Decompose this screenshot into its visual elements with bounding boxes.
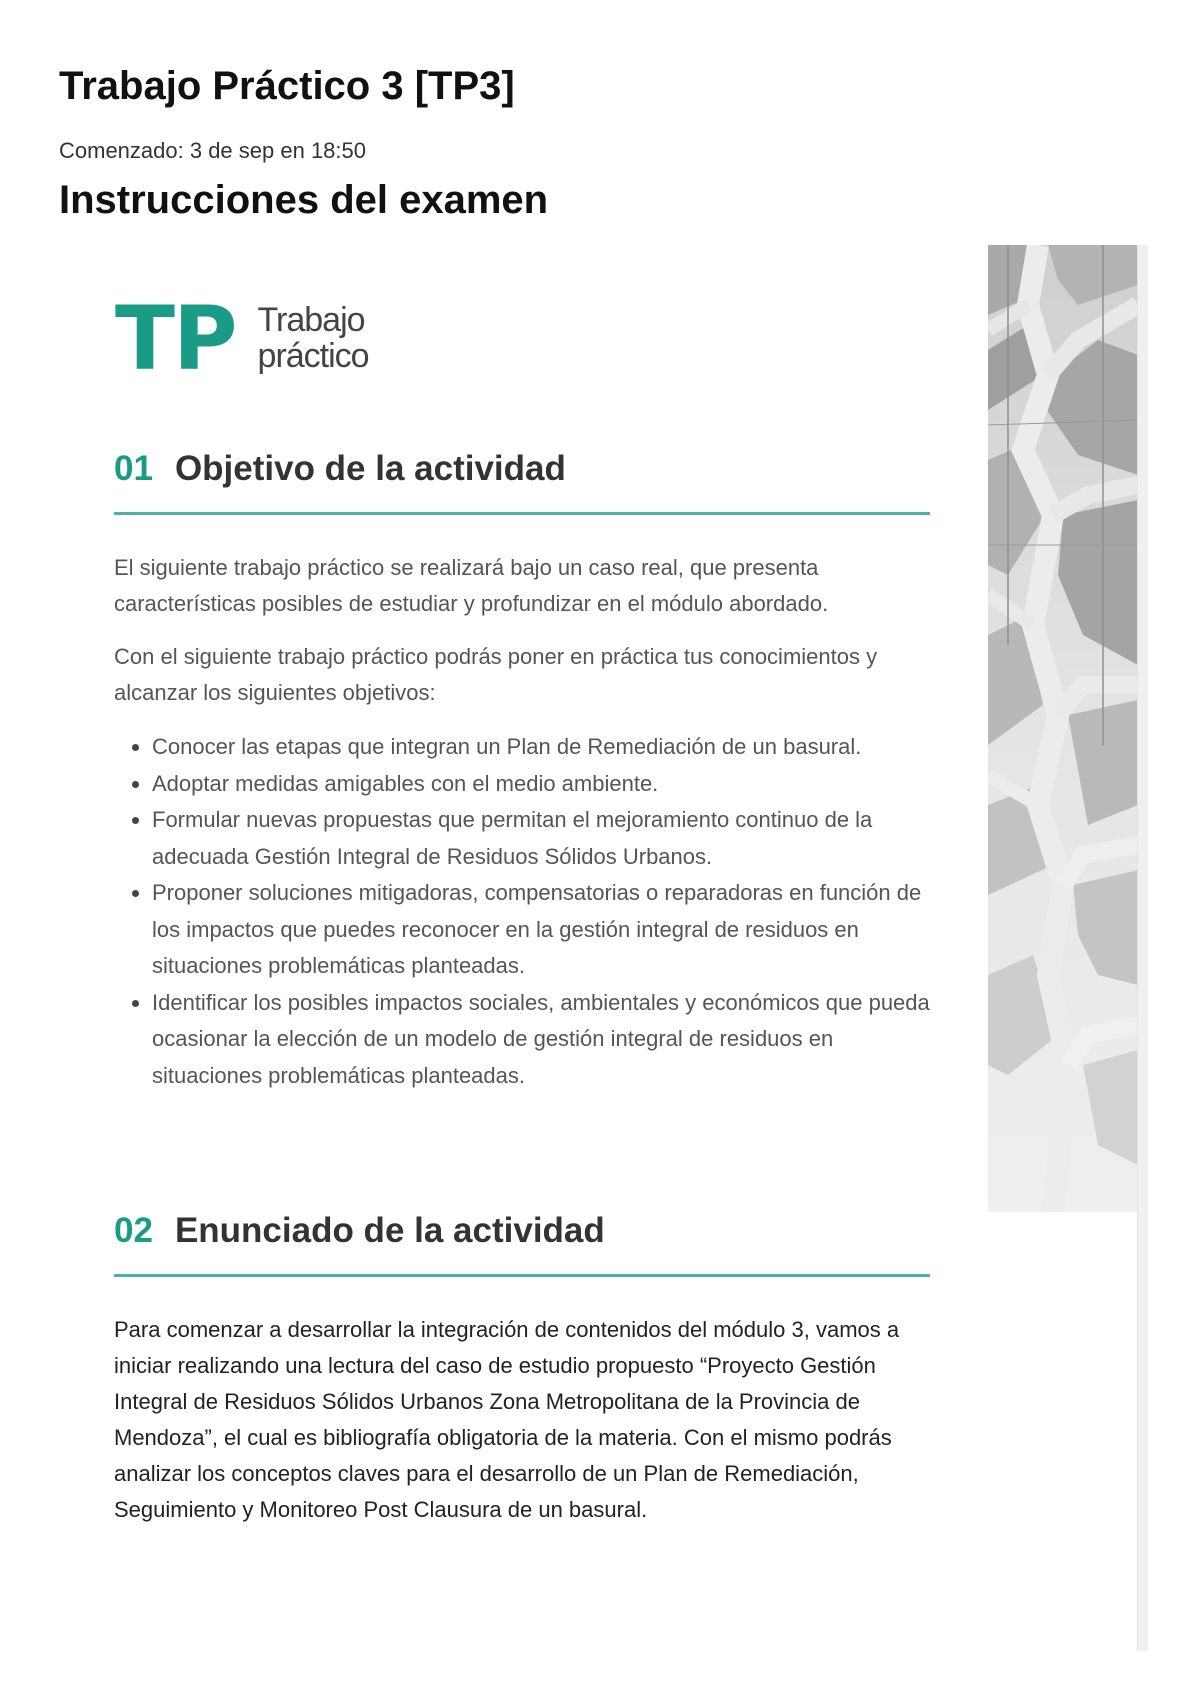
- section-objective: [114, 448, 930, 1094]
- objective-paragraph: El siguiente trabajo práctico se realizará bajo un caso real, que presenta características posibles de estudiar y profundizar en el módulo abordado.: [114, 555, 829, 616]
- scrollbar-track[interactable]: [1137, 245, 1148, 1651]
- tp-logo-letters: TP: [115, 287, 236, 390]
- section-statement-heading: [114, 1210, 930, 1277]
- section-objective-heading: [114, 448, 930, 515]
- tp-logo-line1: Trabajo: [257, 301, 365, 340]
- statement-paragraph: Para comenzar a desarrollar la integración de contenidos del módulo 3, vamos a iniciar realizando una lectura del caso de estudio propuesto “Proyecto Gestión Integral de Residuos Sólidos Urbanos Zona Metropolitana de la Provincia de Mendoza”, el cual es bibliografía obligatoria de la materia. Con el mismo podrás analizar los conceptos claves para el desarrollo de un Plan de Remediación, Seguimiento y Monitoreo Post Clausura de un basural.: [114, 1317, 900, 1522]
- section-title: Objetivo de la actividad: [174, 449, 566, 488]
- objective-item: • Formular nuevas propuestas que permitan el mejoramiento continuo de la adecuada Gestión Integral de Residuos Sólidos Urbanos.: [152, 802, 930, 875]
- objectives-list: [114, 729, 930, 1094]
- started-timestamp: Comenzado: 3 de sep en 18:50: [59, 138, 367, 163]
- tp-logo-words: [258, 303, 369, 374]
- section-statement: [114, 1210, 930, 1528]
- objective-item: • Proponer soluciones mitigadoras, compensatorias o reparadoras en función de los impactos que puedes reconocer en la gestión integral de residuos en situaciones problemáticas planteadas.: [152, 875, 930, 985]
- section-number: 02: [114, 1211, 153, 1250]
- objective-item: • Identificar los posibles impactos sociales, ambientales y económicos que pueda ocasionar la elección de un modelo de gestión integral de residuos en situaciones problemáticas planteadas.: [152, 985, 930, 1095]
- page-title: Trabajo Práctico 3 [TP3]: [59, 64, 515, 108]
- decorative-architecture-image: [988, 245, 1138, 1212]
- section-title: Enunciado de la actividad: [174, 1211, 605, 1250]
- tp-logo-line2: práctico: [257, 337, 369, 375]
- objective-paragraph: Con el siguiente trabajo práctico podrás poner en práctica tus conocimientos y alcanzar los siguientes objetivos:: [114, 644, 878, 705]
- tp-logo: [115, 287, 369, 390]
- section-number: 01: [114, 449, 153, 488]
- objective-item: • Conocer las etapas que integran un Plan de Remediación de un basural.: [152, 729, 930, 766]
- instructions-heading: Instrucciones del examen: [59, 178, 549, 222]
- objective-item: • Adoptar medidas amigables con el medio ambiente.: [152, 766, 930, 803]
